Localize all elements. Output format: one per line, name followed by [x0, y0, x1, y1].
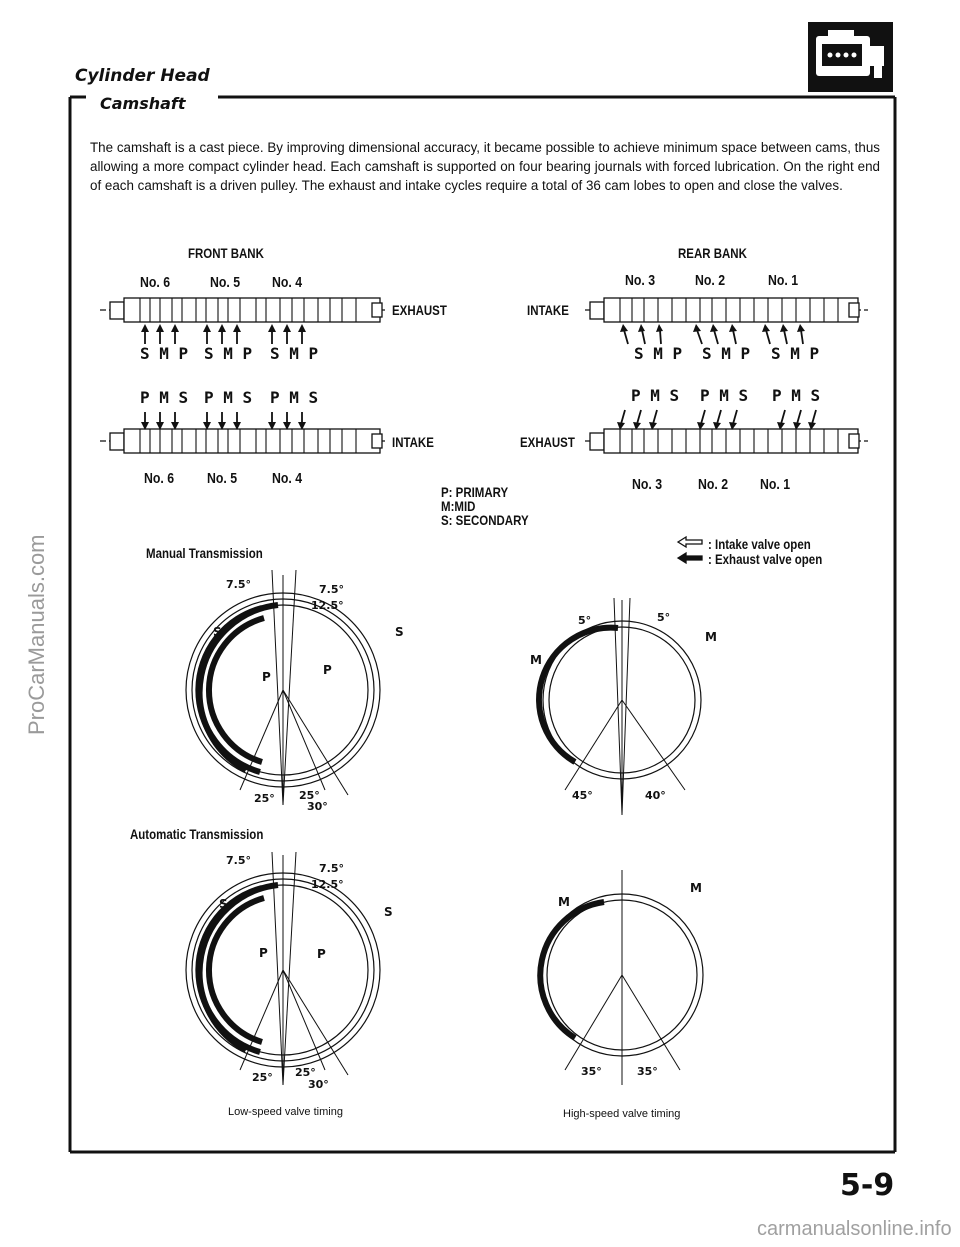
legend-primary: P: PRIMARY — [441, 484, 509, 500]
legend-intake-open: : Intake valve open — [708, 536, 811, 552]
mh-bot-left: 45° — [572, 789, 593, 802]
rear-bottom-letters-no3: P M S — [631, 386, 680, 405]
ml-inner-p-left: P — [262, 670, 271, 684]
al-bot-right: 30° — [308, 1078, 329, 1091]
ah-bot-right: 35° — [637, 1065, 658, 1078]
ml-top-right-2: 12.5° — [311, 599, 344, 612]
al-inner-p-right: P — [317, 947, 326, 961]
rear-top-no2: No. 2 — [695, 272, 726, 289]
bottom-watermark: carmanualsonline.info — [757, 1218, 952, 1240]
page-number: 5-9 — [840, 1168, 895, 1203]
rear-top-no1: No. 1 — [768, 272, 799, 289]
mh-bot-right: 40° — [645, 789, 666, 802]
front-top-no5: No. 5 — [210, 274, 241, 291]
front-bottom-no4: No. 4 — [272, 470, 303, 487]
rear-intake-label: INTAKE — [527, 302, 569, 318]
al-top-right-2: 12.5° — [311, 878, 344, 891]
rear-bottom-letters-no1: P M S — [772, 386, 821, 405]
ml-top-right-1: 7.5° — [319, 583, 344, 596]
ah-bot-left: 35° — [581, 1065, 602, 1078]
rear-bank-title: REAR BANK — [678, 245, 747, 261]
front-top-letters-no4: S M P — [270, 344, 319, 363]
front-top-no6: No. 6 — [140, 274, 171, 291]
al-top-left: 7.5° — [226, 854, 251, 867]
al-inner-p-left: P — [259, 946, 268, 960]
rear-top-letters-no3: S M P — [634, 344, 683, 363]
ml-bot-left: 25° — [254, 792, 275, 805]
front-bottom-no5: No. 5 — [207, 470, 238, 487]
caption-high-speed: High-speed valve timing — [563, 1108, 681, 1120]
rear-bottom-no3: No. 3 — [632, 476, 663, 493]
ml-bot-mid: 25° — [299, 789, 320, 802]
al-bot-left: 25° — [252, 1071, 273, 1084]
ah-right-m: M — [690, 881, 702, 895]
automatic-transmission-title: Automatic Transmission — [130, 826, 264, 842]
al-bot-mid: 25° — [295, 1066, 316, 1079]
front-intake-label: INTAKE — [392, 434, 434, 450]
mh-right-m: M — [705, 630, 717, 644]
legend-secondary: S: SECONDARY — [441, 512, 529, 528]
rear-bottom-no1: No. 1 — [760, 476, 791, 493]
ml-top-left: 7.5° — [226, 578, 251, 591]
rear-top-no3: No. 3 — [625, 272, 656, 289]
rear-top-letters-no1: S M P — [771, 344, 820, 363]
rear-exhaust-label: EXHAUST — [520, 434, 575, 450]
ah-left-m: M — [558, 895, 570, 909]
mh-top-left: 5° — [578, 614, 592, 627]
front-exhaust-label: EXHAUST — [392, 302, 447, 318]
front-top-letters-no5: S M P — [204, 344, 253, 363]
front-bottom-letters-no4: P M S — [270, 388, 319, 407]
ml-bot-right: 30° — [307, 800, 328, 813]
al-left-s: S — [219, 897, 228, 911]
front-bottom-letters-no6: P M S — [140, 388, 189, 407]
manual-transmission-title: Manual Transmission — [146, 545, 263, 561]
front-top-no4: No. 4 — [272, 274, 303, 291]
ml-left-s: S — [213, 625, 222, 639]
front-top-letters-no6: S M P — [140, 344, 189, 363]
intro-paragraph: The camshaft is a cast piece. By improving dimensional accuracy, it became possible to achieve minimum space between cams, thus allowing a more compact cylinder head. Each camshaft is supported on four bearing journals with forced lubrication. On the right end of each camshaft is a driven pulley. The exhaust and intake cycles require a total of 36 cam lobes to open and close the valves. — [90, 140, 880, 193]
rear-top-letters-no2: S M P — [702, 344, 751, 363]
rear-bottom-no2: No. 2 — [698, 476, 729, 493]
side-watermark: ProCarManuals.com — [24, 534, 49, 735]
caption-low-speed: Low-speed valve timing — [228, 1106, 343, 1118]
front-bottom-letters-no5: P M S — [204, 388, 253, 407]
al-right-s: S — [384, 905, 393, 919]
mh-top-right: 5° — [657, 611, 671, 624]
ml-inner-p-right: P — [323, 663, 332, 677]
rear-bottom-letters-no2: P M S — [700, 386, 749, 405]
front-bottom-no6: No. 6 — [144, 470, 175, 487]
subsection-title: Camshaft — [96, 94, 190, 113]
mh-left-m: M — [530, 653, 542, 667]
section-title: Cylinder Head — [75, 66, 210, 86]
ml-right-s: S — [395, 625, 404, 639]
legend-mid: M:MID — [441, 498, 476, 514]
legend-exhaust-open: : Exhaust valve open — [708, 551, 823, 567]
front-bank-title: FRONT BANK — [188, 245, 264, 261]
al-top-right-1: 7.5° — [319, 862, 344, 875]
